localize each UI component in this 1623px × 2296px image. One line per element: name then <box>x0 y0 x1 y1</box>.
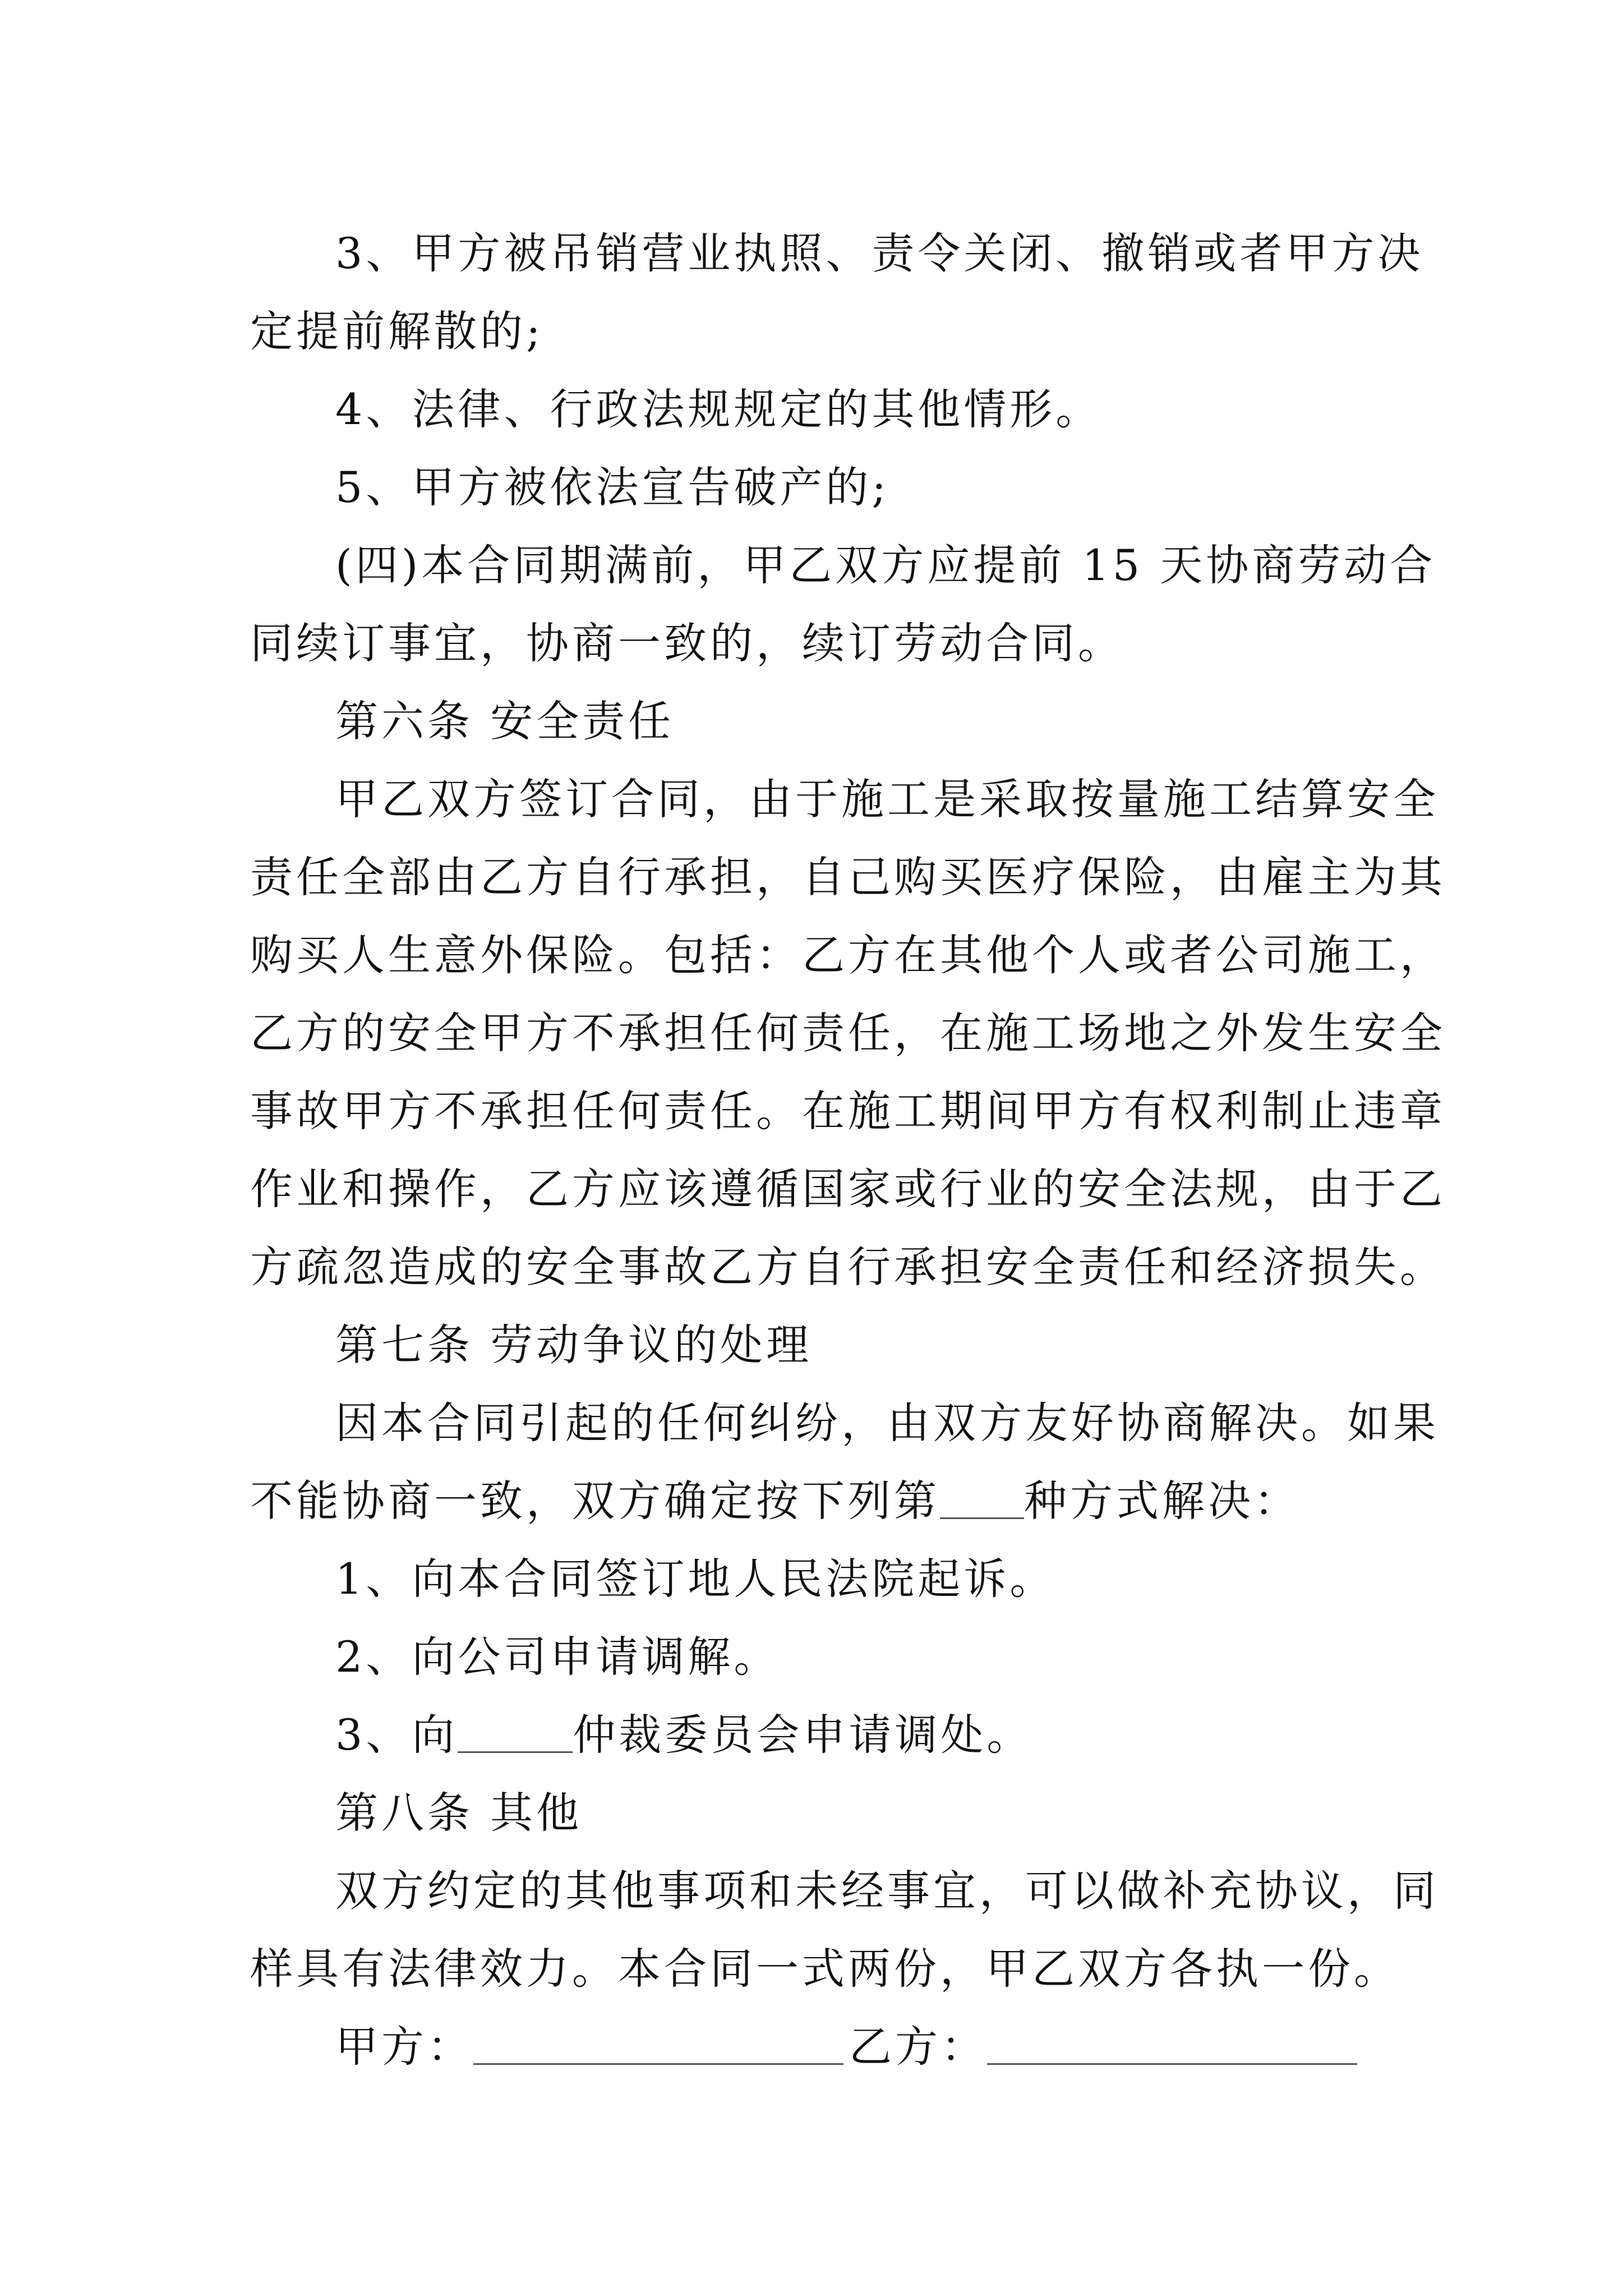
dispute-option-3 <box>250 1696 1405 1774</box>
clause-3-line-2: 定提前解散的; <box>250 306 544 356</box>
article-6-line-4: 乙方的安全甲方不承担任何责任，在施工场地之外发生安全 <box>250 1008 1446 1058</box>
article-6-line-2: 责任全部由乙方自行承担，自己购买医疗保险，由雇主为其 <box>250 852 1446 902</box>
article-7-line-2 <box>250 1462 1405 1540</box>
article-7-line-2-suffix: 种方式解决： <box>1024 1476 1300 1526</box>
dispute-option-3-prefix: 3、向 <box>335 1710 458 1760</box>
article-6-line-3: 购买人生意外保险。包括：乙方在其他个人或者公司施工， <box>250 930 1446 980</box>
article-7-title: 第七条 劳动争议的处理 <box>335 1320 813 1370</box>
article-6-title: 第六条 安全责任 <box>335 696 675 746</box>
renewal-line-1: (四)本合同期满前，甲乙双方应提前 15 天协商劳动合 <box>335 540 1436 590</box>
clause-5: 5、甲方被依法宣告破产的; <box>335 462 889 512</box>
article-6-line-7: 方疏忽造成的安全事故乙方自行承担安全责任和经济损失。 <box>250 1242 1446 1292</box>
article-8-line-1: 双方约定的其他事项和未经事宜，可以做补充协议，同 <box>335 1866 1439 1916</box>
dispute-method-blank[interactable] <box>940 1477 1024 1519</box>
renewal-line-2: 同续订事宜，协商一致的，续订劳动合同。 <box>250 618 1124 668</box>
party-a-signature-blank[interactable] <box>473 2023 843 2065</box>
party-a-label: 甲方： <box>335 2022 473 2072</box>
party-b-signature-blank[interactable] <box>987 2023 1357 2065</box>
party-b-label: 乙方： <box>849 2022 987 2072</box>
arbitration-committee-blank[interactable] <box>458 1711 573 1753</box>
clause-3-line-1: 3、甲方被吊销营业执照、责令关闭、撤销或者甲方决 <box>335 228 1424 278</box>
article-6-line-5: 事故甲方不承担任何责任。在施工期间甲方有权利制止违章 <box>250 1086 1446 1136</box>
article-6-line-6: 作业和操作，乙方应该遵循国家或行业的安全法规，由于乙 <box>250 1164 1446 1214</box>
article-8-title: 第八条 其他 <box>335 1788 583 1838</box>
contract-text <box>250 214 1446 2086</box>
dispute-option-2: 2、向公司申请调解。 <box>335 1632 780 1682</box>
signature-line <box>250 2008 1405 2086</box>
dispute-option-3-suffix: 仲裁委员会申请调处。 <box>573 1710 1033 1760</box>
article-8-line-2: 样具有法律效力。本合同一式两份，甲乙双方各执一份。 <box>250 1944 1400 1994</box>
dispute-option-1: 1、向本合同签订地人民法院起诉。 <box>335 1554 1056 1604</box>
article-7-line-1: 因本合同引起的任何纠纷，由双方友好协商解决。如果 <box>335 1398 1439 1448</box>
article-6-line-1: 甲乙双方签订合同，由于施工是采取按量施工结算安全 <box>335 774 1439 824</box>
article-7-line-2-prefix: 不能协商一致，双方确定按下列第 <box>250 1476 940 1526</box>
clause-4: 4、法律、行政法规规定的其他情形。 <box>335 384 1102 434</box>
